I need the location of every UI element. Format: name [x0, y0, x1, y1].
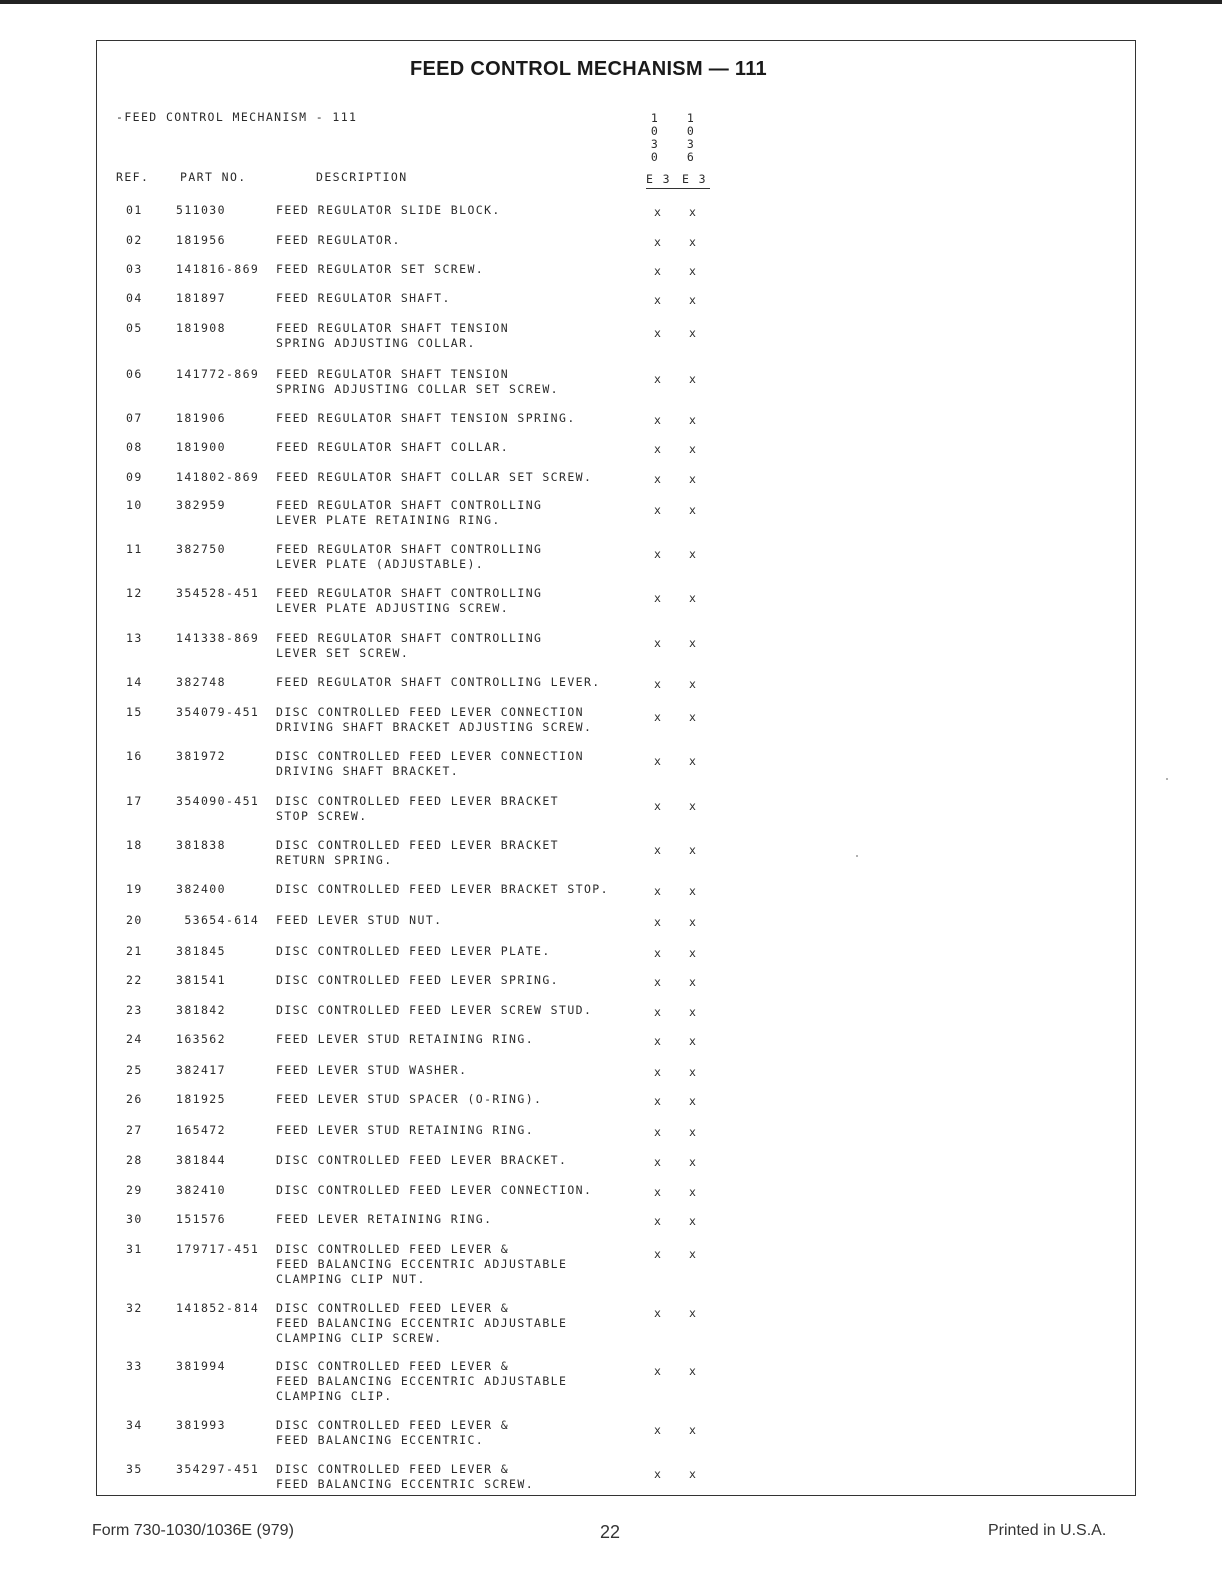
- description-line: FEED REGULATOR SHAFT CONTROLLING LEVER.: [276, 675, 601, 689]
- ref-number: 01: [126, 203, 143, 217]
- ref-number: 26: [126, 1092, 143, 1106]
- description-line: FEED REGULATOR SHAFT COLLAR.: [276, 440, 510, 454]
- part-description: [276, 1301, 567, 1346]
- part-number: 179717-451: [176, 1242, 260, 1256]
- model-b-mark: x: [689, 372, 698, 386]
- model-a-mark: x: [654, 1125, 663, 1139]
- model-b-mark: x: [689, 710, 698, 724]
- part-number: 141852-814: [176, 1301, 260, 1315]
- part-description: [276, 631, 542, 661]
- part-number: 381842: [176, 1003, 226, 1017]
- description-line: FEED LEVER STUD SPACER (O-RING).: [276, 1092, 543, 1106]
- ref-number: 27: [126, 1123, 143, 1137]
- part-number: 181908: [176, 321, 226, 335]
- model-b-mark: x: [689, 293, 698, 307]
- ref-number: 32: [126, 1301, 143, 1315]
- model-b-mark: x: [689, 915, 698, 929]
- model-b-mark: x: [689, 591, 698, 605]
- part-number: 181906: [176, 411, 226, 425]
- model-b-mark: x: [689, 946, 698, 960]
- model-a-mark: x: [654, 1185, 663, 1199]
- ref-number: 13: [126, 631, 143, 645]
- model-a-mark: x: [654, 1364, 663, 1378]
- description-line: FEED BALANCING ECCENTRIC ADJUSTABLE: [276, 1374, 568, 1388]
- ref-number: 03: [126, 262, 143, 276]
- description-line: SPRING ADJUSTING COLLAR SET SCREW.: [276, 382, 560, 396]
- part-description: [276, 367, 559, 397]
- description-line: FEED REGULATOR.: [276, 233, 401, 247]
- part-number: 141802-869: [176, 470, 260, 484]
- description-line: DISC CONTROLLED FEED LEVER BRACKET: [276, 794, 560, 808]
- model-b-mark: x: [689, 205, 698, 219]
- ref-number: 04: [126, 291, 143, 305]
- model-b-mark: x: [689, 754, 698, 768]
- ref-number: 06: [126, 367, 143, 381]
- part-number: 181925: [176, 1092, 226, 1106]
- ref-number: 35: [126, 1462, 143, 1476]
- description-column-header: DESCRIPTION: [316, 170, 408, 184]
- scan-speck: [856, 855, 858, 857]
- model-b-suffix: E 3: [682, 172, 707, 186]
- model-b-mark: x: [689, 799, 698, 813]
- description-line: LEVER PLATE ADJUSTING SCREW.: [276, 601, 510, 615]
- ref-number: 16: [126, 749, 143, 763]
- ref-number: 14: [126, 675, 143, 689]
- part-description: [276, 233, 401, 248]
- model-a-mark: x: [654, 677, 663, 691]
- model-a-mark: x: [654, 1423, 663, 1437]
- part-description: [276, 542, 542, 572]
- part-number: 354297-451: [176, 1462, 260, 1476]
- ref-number: 18: [126, 838, 143, 852]
- part-description: [276, 1153, 567, 1168]
- part-description: [276, 882, 609, 897]
- ref-number: 15: [126, 705, 143, 719]
- part-number: 181900: [176, 440, 226, 454]
- model-a-mark: x: [654, 843, 663, 857]
- part-number: 382417: [176, 1063, 226, 1077]
- ref-number: 09: [126, 470, 143, 484]
- part-number: 163562: [176, 1032, 226, 1046]
- model-b-mark: x: [689, 264, 698, 278]
- part-description: [276, 411, 576, 426]
- part-description: [276, 1462, 534, 1492]
- ref-number: 19: [126, 882, 143, 896]
- model-a-mark: x: [654, 1467, 663, 1481]
- part-number: 354528-451: [176, 586, 260, 600]
- description-line: FEED REGULATOR SLIDE BLOCK.: [276, 203, 501, 217]
- ref-number: 34: [126, 1418, 143, 1432]
- part-description: [276, 203, 501, 218]
- header-underline: [646, 188, 710, 189]
- description-line: DISC CONTROLLED FEED LEVER &: [276, 1242, 510, 1256]
- ref-number: 17: [126, 794, 143, 808]
- part-number: 381972: [176, 749, 226, 763]
- description-line: LEVER PLATE (ADJUSTABLE).: [276, 557, 485, 571]
- model-a-mark: x: [654, 372, 663, 386]
- part-number: 382750: [176, 542, 226, 556]
- ref-number: 08: [126, 440, 143, 454]
- part-description: [276, 321, 509, 351]
- model-b-mark: x: [689, 636, 698, 650]
- part-number: 181897: [176, 291, 226, 305]
- top-edge-line: [0, 0, 1222, 4]
- part-description: [276, 1063, 467, 1078]
- model-b-mark: x: [689, 326, 698, 340]
- ref-number: 22: [126, 973, 143, 987]
- part-number: 382410: [176, 1183, 226, 1197]
- model-a-mark: x: [654, 547, 663, 561]
- part-description: [276, 1242, 567, 1287]
- part-number: 141772-869: [176, 367, 260, 381]
- part-description: [276, 586, 542, 616]
- model-b-mark: x: [689, 413, 698, 427]
- model-a-mark: x: [654, 946, 663, 960]
- part-number: 381993: [176, 1418, 226, 1432]
- description-line: DISC CONTROLLED FEED LEVER &: [276, 1462, 510, 1476]
- description-line: DISC CONTROLLED FEED LEVER CONNECTION: [276, 705, 584, 719]
- ref-number: 30: [126, 1212, 143, 1226]
- description-line: FEED REGULATOR SHAFT CONTROLLING: [276, 631, 543, 645]
- model-b-mark: x: [689, 1467, 698, 1481]
- description-line: CLAMPING CLIP SCREW.: [276, 1331, 443, 1345]
- description-line: RETURN SPRING.: [276, 853, 393, 867]
- model-a-mark: x: [654, 235, 663, 249]
- ref-number: 20: [126, 913, 143, 927]
- model-a-mark: x: [654, 264, 663, 278]
- description-line: DISC CONTROLLED FEED LEVER BRACKET STOP.: [276, 882, 609, 896]
- description-line: DISC CONTROLLED FEED LEVER &: [276, 1359, 510, 1373]
- description-line: FEED REGULATOR SHAFT CONTROLLING: [276, 542, 543, 556]
- description-line: CLAMPING CLIP NUT.: [276, 1272, 426, 1286]
- description-line: FEED LEVER STUD RETAINING RING.: [276, 1032, 535, 1046]
- description-line: DRIVING SHAFT BRACKET ADJUSTING SCREW.: [276, 720, 593, 734]
- part-number: 53654-614: [176, 913, 260, 927]
- model-a-suffix: E 3: [646, 172, 671, 186]
- description-line: LEVER PLATE RETAINING RING.: [276, 513, 501, 527]
- model-a-mark: x: [654, 413, 663, 427]
- model-a-mark: x: [654, 884, 663, 898]
- model-b-mark: x: [689, 1125, 698, 1139]
- model-a-mark: x: [654, 1005, 663, 1019]
- page-number: 22: [600, 1522, 621, 1542]
- part-description: [276, 913, 442, 928]
- part-number: 165472: [176, 1123, 226, 1137]
- part-number: 511030: [176, 203, 226, 217]
- part-description: [276, 1123, 534, 1138]
- part-number: 381541: [176, 973, 226, 987]
- description-line: CLAMPING CLIP.: [276, 1389, 393, 1403]
- description-line: DRIVING SHAFT BRACKET.: [276, 764, 460, 778]
- model-a-mark: x: [654, 1214, 663, 1228]
- description-line: DISC CONTROLLED FEED LEVER CONNECTION.: [276, 1183, 593, 1197]
- part-description: [276, 973, 559, 988]
- description-line: FEED REGULATOR SHAFT TENSION SPRING.: [276, 411, 576, 425]
- part-number: 381838: [176, 838, 226, 852]
- part-description: [276, 498, 542, 528]
- ref-number: 24: [126, 1032, 143, 1046]
- model-a-mark: x: [654, 1034, 663, 1048]
- ref-number: 33: [126, 1359, 143, 1373]
- model-b-mark: x: [689, 1034, 698, 1048]
- model-b-mark: x: [689, 1306, 698, 1320]
- description-line: SPRING ADJUSTING COLLAR.: [276, 336, 476, 350]
- description-line: DISC CONTROLLED FEED LEVER &: [276, 1418, 510, 1432]
- description-line: FEED LEVER RETAINING RING.: [276, 1212, 493, 1226]
- part-number: 141816-869: [176, 262, 260, 276]
- model-a-mark: x: [654, 1306, 663, 1320]
- model-b-mark: x: [689, 677, 698, 691]
- model-b-mark: x: [689, 884, 698, 898]
- description-line: DISC CONTROLLED FEED LEVER CONNECTION: [276, 749, 584, 763]
- ref-number: 28: [126, 1153, 143, 1167]
- model-a-mark: x: [654, 1094, 663, 1108]
- ref-column-header: REF.: [116, 170, 150, 184]
- part-description: [276, 1359, 567, 1404]
- model-b-mark: x: [689, 1065, 698, 1079]
- model-a-mark: x: [654, 710, 663, 724]
- description-line: DISC CONTROLLED FEED LEVER SPRING.: [276, 973, 560, 987]
- part-number: 382748: [176, 675, 226, 689]
- model-b-mark: x: [689, 442, 698, 456]
- ref-number: 29: [126, 1183, 143, 1197]
- model-b-mark: x: [689, 1423, 698, 1437]
- model-b-mark: x: [689, 975, 698, 989]
- part-number: 382959: [176, 498, 226, 512]
- part-description: [276, 470, 592, 485]
- model-b-mark: x: [689, 547, 698, 561]
- ref-number: 25: [126, 1063, 143, 1077]
- model-a-mark: x: [654, 293, 663, 307]
- model-b-mark: x: [689, 1005, 698, 1019]
- description-line: FEED REGULATOR SET SCREW.: [276, 262, 485, 276]
- ref-number: 23: [126, 1003, 143, 1017]
- description-line: FEED LEVER STUD RETAINING RING.: [276, 1123, 535, 1137]
- ref-number: 11: [126, 542, 143, 556]
- description-line: DISC CONTROLLED FEED LEVER PLATE.: [276, 944, 551, 958]
- description-line: LEVER SET SCREW.: [276, 646, 410, 660]
- description-line: FEED REGULATOR SHAFT COLLAR SET SCREW.: [276, 470, 593, 484]
- model-a-mark: x: [654, 442, 663, 456]
- model-a-mark: x: [654, 915, 663, 929]
- part-description: [276, 944, 551, 959]
- ref-number: 05: [126, 321, 143, 335]
- model-b-mark: x: [689, 1247, 698, 1261]
- ref-number: 21: [126, 944, 143, 958]
- scan-speck: [1166, 778, 1168, 780]
- part-number: 382400: [176, 882, 226, 896]
- model-a-mark: x: [654, 975, 663, 989]
- model-b-mark: x: [689, 472, 698, 486]
- part-description: [276, 262, 484, 277]
- model-a-mark: x: [654, 1247, 663, 1261]
- model-b-mark: x: [689, 843, 698, 857]
- part-description: [276, 1003, 592, 1018]
- description-line: FEED LEVER STUD WASHER.: [276, 1063, 468, 1077]
- part-description: [276, 705, 592, 735]
- ref-number: 02: [126, 233, 143, 247]
- description-line: FEED BALANCING ECCENTRIC.: [276, 1433, 485, 1447]
- model-b-column-header: 1 0 3 6: [686, 111, 696, 164]
- model-b-mark: x: [689, 1214, 698, 1228]
- model-a-mark: x: [654, 591, 663, 605]
- model-a-mark: x: [654, 472, 663, 486]
- part-no-column-header: PART NO.: [180, 170, 247, 184]
- description-line: FEED REGULATOR SHAFT.: [276, 291, 451, 305]
- model-b-mark: x: [689, 1155, 698, 1169]
- model-a-column-header: 1 0 3 0: [650, 111, 660, 164]
- part-description: [276, 838, 559, 868]
- printed-in: Printed in U.S.A.: [988, 1522, 1107, 1539]
- part-number: 354090-451: [176, 794, 260, 808]
- ref-number: 10: [126, 498, 143, 512]
- section-label: -FEED CONTROL MECHANISM - 111: [116, 110, 358, 124]
- description-line: STOP SCREW.: [276, 809, 368, 823]
- part-description: [276, 291, 451, 306]
- part-description: [276, 1183, 592, 1198]
- model-a-mark: x: [654, 799, 663, 813]
- model-b-mark: x: [689, 1094, 698, 1108]
- description-line: FEED REGULATOR SHAFT TENSION: [276, 321, 510, 335]
- part-number: 381844: [176, 1153, 226, 1167]
- description-line: DISC CONTROLLED FEED LEVER &: [276, 1301, 510, 1315]
- model-a-mark: x: [654, 503, 663, 517]
- model-b-mark: x: [689, 1185, 698, 1199]
- description-line: FEED BALANCING ECCENTRIC SCREW.: [276, 1477, 535, 1491]
- part-description: [276, 1418, 509, 1448]
- part-number: 141338-869: [176, 631, 260, 645]
- description-line: DISC CONTROLLED FEED LEVER SCREW STUD.: [276, 1003, 593, 1017]
- part-description: [276, 440, 509, 455]
- model-a-mark: x: [654, 1065, 663, 1079]
- part-description: [276, 1212, 492, 1227]
- part-description: [276, 749, 584, 779]
- part-description: [276, 1092, 542, 1107]
- ref-number: 07: [126, 411, 143, 425]
- ref-number: 12: [126, 586, 143, 600]
- part-description: [276, 794, 559, 824]
- model-a-mark: x: [654, 205, 663, 219]
- model-a-mark: x: [654, 326, 663, 340]
- description-line: FEED BALANCING ECCENTRIC ADJUSTABLE: [276, 1257, 568, 1271]
- description-line: DISC CONTROLLED FEED LEVER BRACKET: [276, 838, 560, 852]
- description-line: FEED REGULATOR SHAFT CONTROLLING: [276, 498, 543, 512]
- model-b-mark: x: [689, 1364, 698, 1378]
- part-number: 354079-451: [176, 705, 260, 719]
- description-line: DISC CONTROLLED FEED LEVER BRACKET.: [276, 1153, 568, 1167]
- model-a-mark: x: [654, 1155, 663, 1169]
- description-line: FEED REGULATOR SHAFT TENSION: [276, 367, 510, 381]
- model-b-mark: x: [689, 503, 698, 517]
- model-a-mark: x: [654, 636, 663, 650]
- model-b-mark: x: [689, 235, 698, 249]
- page-title: FEED CONTROL MECHANISM — 111: [410, 58, 767, 80]
- model-a-mark: x: [654, 754, 663, 768]
- part-description: [276, 1032, 534, 1047]
- description-line: FEED LEVER STUD NUT.: [276, 913, 443, 927]
- page-frame: [96, 40, 1136, 1496]
- description-line: FEED BALANCING ECCENTRIC ADJUSTABLE: [276, 1316, 568, 1330]
- part-description: [276, 675, 601, 690]
- form-number: Form 730-1030/1036E (979): [92, 1522, 294, 1539]
- part-number: 381845: [176, 944, 226, 958]
- description-line: FEED REGULATOR SHAFT CONTROLLING: [276, 586, 543, 600]
- part-number: 151576: [176, 1212, 226, 1226]
- part-number: 381994: [176, 1359, 226, 1373]
- ref-number: 31: [126, 1242, 143, 1256]
- part-number: 181956: [176, 233, 226, 247]
